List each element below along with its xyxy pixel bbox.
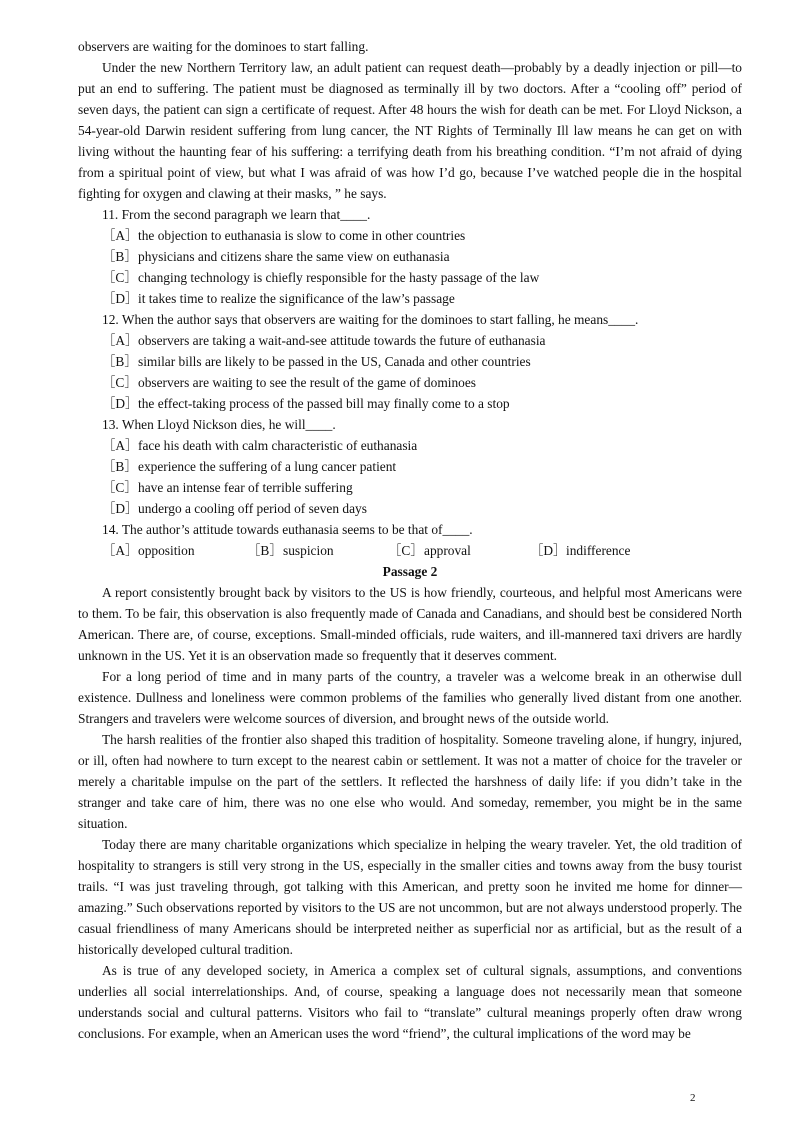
passage-2-title: Passage 2 (382, 564, 438, 579)
question-14-stem: 14. The author’s attitude towards euthanasia seems to be that of____. (102, 522, 473, 537)
option-label: ［D］ (102, 396, 139, 411)
option-label: ［D］ (530, 543, 567, 558)
option-label: ［B］ (102, 459, 138, 474)
option-label: ［D］ (102, 501, 139, 516)
option-text: the objection to euthanasia is slow to come in other countries (138, 228, 466, 243)
option-text: undergo a cooling off period of seven days (138, 501, 367, 516)
question-14-option-c (388, 540, 530, 561)
option-text: the effect-taking process of the passed bill may finally come to a stop (138, 396, 510, 411)
option-label: ［D］ (102, 291, 139, 306)
question-14-option-d (530, 540, 630, 561)
option-label: ［C］ (102, 270, 138, 285)
page-number: 2 (690, 1092, 696, 1104)
option-text: similar bills are likely to be passed in the US, Canada and other countries (138, 354, 531, 369)
document-page (78, 36, 742, 1044)
option-label: ［A］ (102, 228, 139, 243)
option-text: have an intense fear of terrible suffering (138, 480, 353, 495)
option-text: indifference (566, 543, 631, 558)
passage-2-paragraph-5: As is true of any developed society, in America a complex set of cultural signals, assumptions, and conventions underlies all social interrelationships. And, of course, speaking a language does not necessarily mean that someone understands social and cultural patterns. Visitors who fail to “translate” cultural meanings properly often draw wrong conclusions. For example, when an American uses the word “friend”, the cultural implications of the word may be (78, 963, 742, 1041)
question-13-option-c (78, 477, 742, 498)
question-12-stem: 12. When the author says that observers are waiting for the dominoes to start falling, he means____. (102, 312, 639, 327)
question-11-option-d (78, 288, 742, 309)
passage-2-paragraph-2: For a long period of time and in many parts of the country, a traveler was a welcome break in an otherwise dull existence. Dullness and loneliness were common problems of the families who generally lived distant from one another. Strangers and travelers were welcome sources of diversion, and brought news of the outside world. (78, 669, 742, 726)
option-label: ［C］ (388, 543, 424, 558)
option-label: ［B］ (102, 354, 138, 369)
question-11-stem: 11. From the second paragraph we learn that____. (102, 207, 371, 222)
question-14-options-row (78, 540, 742, 561)
question-12-option-d (78, 393, 742, 414)
option-text: observers are taking a wait-and-see attitude towards the future of euthanasia (138, 333, 546, 348)
option-text: experience the suffering of a lung cancer patient (138, 459, 397, 474)
question-11-option-c (78, 267, 742, 288)
question-12-option-c (78, 372, 742, 393)
question-14-option-b (247, 540, 388, 561)
option-label: ［C］ (102, 375, 138, 390)
option-label: ［A］ (102, 543, 139, 558)
passage1-paragraph: Under the new Northern Territory law, an adult patient can request death—probably by a deadly injection or pill—to put an end to suffering. The patient must be diagnosed as terminally ill by two doctors. After a “cooling off” period of seven days, the patient can sign a certificate of request. After 48 hours the wish for death can be met. For Lloyd Nickson, a 54-year-old Darwin resident suffering from lung cancer, the NT Rights of Terminally Ill law means he can get on with living without the haunting fear of his suffering: a terrifying death from his breathing condition. “I’m not afraid of dying from a spiritual point of view, but what I was afraid of was how I’d go, because I’ve watched people die in the hospital fighting for oxygen and clawing at their masks, ” he says. (78, 60, 742, 201)
option-text: approval (424, 543, 471, 558)
option-label: ［B］ (102, 249, 138, 264)
question-13-option-a (78, 435, 742, 456)
option-text: opposition (138, 543, 195, 558)
option-text: face his death with calm characteristic of euthanasia (138, 438, 418, 453)
option-text: observers are waiting to see the result of the game of dominoes (138, 375, 477, 390)
question-11-option-a (78, 225, 742, 246)
option-text: it takes time to realize the significance of the law’s passage (138, 291, 455, 306)
option-text: changing technology is chiefly responsible for the hasty passage of the law (138, 270, 540, 285)
question-12-option-a (78, 330, 742, 351)
option-label: ［A］ (102, 333, 139, 348)
option-text: suspicion (283, 543, 334, 558)
question-13-option-b (78, 456, 742, 477)
passage-2-paragraph-3: The harsh realities of the frontier also shaped this tradition of hospitality. Someone traveling alone, if hungry, injured, or ill, often had nowhere to turn except to the nearest cabin or settlement. It was not a matter of choice for the traveler or merely a charitable impulse on the part of the settlers. It reflected the harshness of daily life: if you didn’t take in the stranger and take care of him, there was no one else who would. And someday, remember, you might be in the same situation. (78, 732, 742, 831)
passage-2-paragraph-4: Today there are many charitable organizations which specialize in helping the weary traveler. Yet, the old tradition of hospitality to strangers is still very strong in the US, especially in the smaller cities and towns away from the busy tourist trails. “I was just traveling through, got talking with this American, and pretty soon he invited me home for dinner—amazing.” Such observations reported by visitors to the US are not uncommon, but are not always understood properly. The casual friendliness of many Americans should be interpreted neither as superficial nor as artificial, but as the result of a historically developed cultural tradition. (78, 837, 742, 957)
option-text: physicians and citizens share the same view on euthanasia (138, 249, 450, 264)
question-12-option-b (78, 351, 742, 372)
question-14-option-a (102, 540, 247, 561)
question-13-option-d (78, 498, 742, 519)
passage1-lead-line: observers are waiting for the dominoes to start falling. (78, 39, 369, 54)
question-13-stem: 13. When Lloyd Nickson dies, he will____. (102, 417, 336, 432)
option-label: ［B］ (247, 543, 283, 558)
passage-2-paragraph-1: A report consistently brought back by visitors to the US is how friendly, courteous, and helpful most Americans were to them. To be fair, this observation is also frequently made of Canada and Canadians, and should best be considered North American. There are, of course, exceptions. Small-minded officials, rude waiters, and ill-mannered taxi drivers are hardly unknown in the US. Yet it is an observation made so frequently that it deserves comment. (78, 585, 742, 663)
option-label: ［C］ (102, 480, 138, 495)
option-label: ［A］ (102, 438, 139, 453)
question-11-option-b (78, 246, 742, 267)
